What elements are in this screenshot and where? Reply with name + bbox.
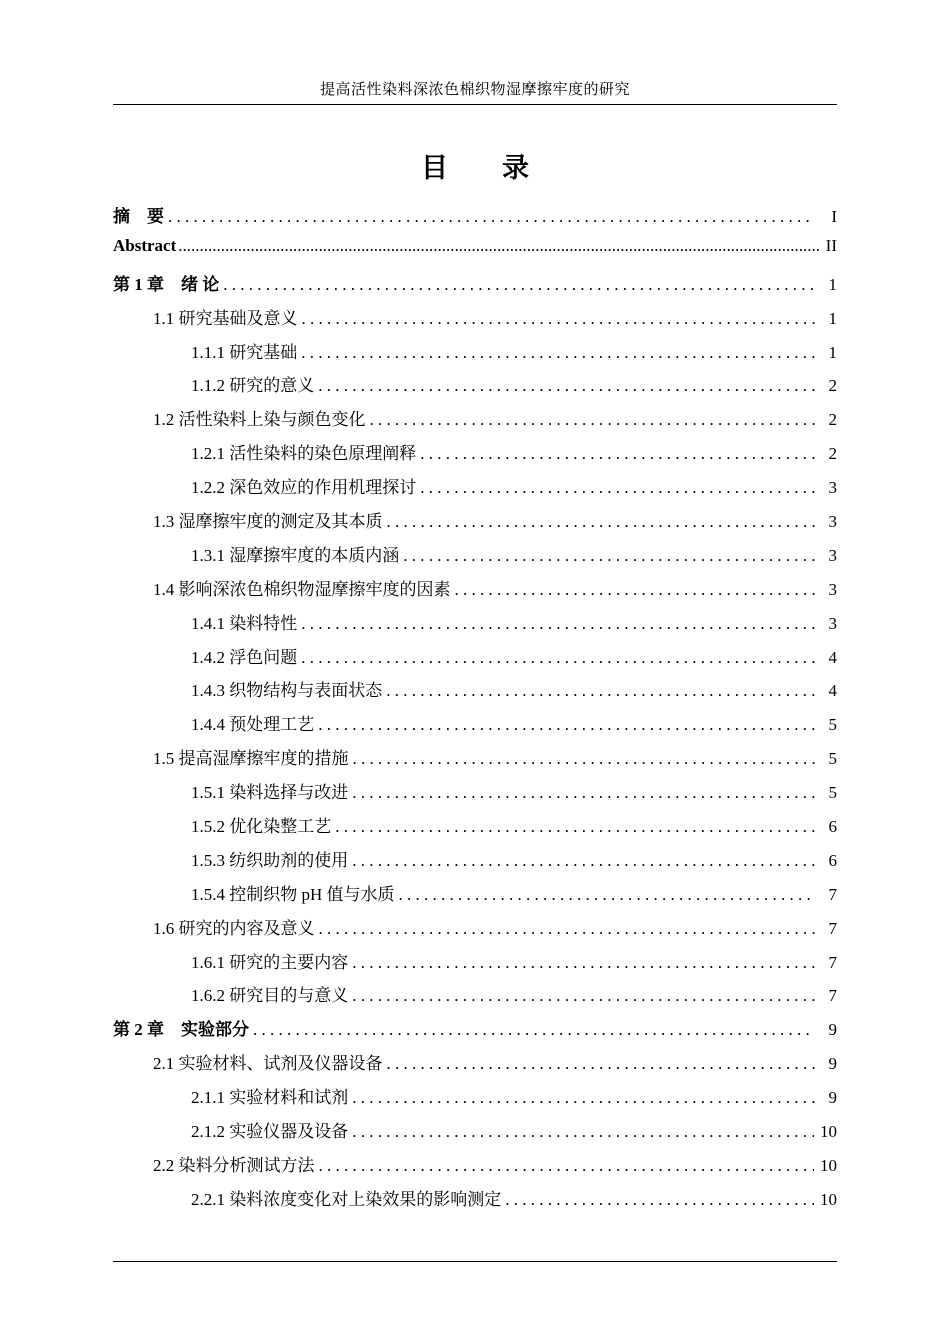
toc-entry[interactable] xyxy=(113,1015,837,1049)
toc-entry-page: 1 xyxy=(828,342,837,362)
toc-leader-dots xyxy=(420,444,815,464)
toc-leader-dots xyxy=(253,1020,815,1040)
toc-leader-dots xyxy=(178,236,821,256)
toc-entry[interactable] xyxy=(113,1151,837,1185)
toc-leader-dots xyxy=(352,953,815,973)
toc-entry-label: 2.2 染料分析测试方法 xyxy=(153,1155,315,1175)
toc-entry-page: 5 xyxy=(828,749,837,769)
toc-leader-dots xyxy=(353,749,816,769)
toc-entry[interactable] xyxy=(113,981,837,1015)
toc-entry-label: 1.4.4 预处理工艺 xyxy=(191,715,315,735)
toc-entry-page: 10 xyxy=(820,1189,837,1209)
toc-entry-label: 1.4 影响深浓色棉织物湿摩擦牢度的因素 xyxy=(153,579,451,599)
toc-entry-page: 2 xyxy=(828,444,837,464)
toc-leader-dots xyxy=(319,1156,815,1176)
toc-entry[interactable] xyxy=(113,676,837,710)
toc-entry-label: 1.5.1 染料选择与改进 xyxy=(191,783,349,803)
toc-entry-page: I xyxy=(831,207,837,226)
toc-entry-page: 7 xyxy=(828,986,837,1006)
toc-entry-label: 2.1.1 实验材料和试剂 xyxy=(191,1088,349,1108)
toc-leader-dots xyxy=(352,1122,814,1142)
header-rule xyxy=(113,104,837,105)
toc-entry[interactable] xyxy=(113,1185,837,1219)
toc-leader-dots xyxy=(387,1054,816,1074)
toc-entry[interactable] xyxy=(113,643,837,677)
toc-entry-page: 10 xyxy=(820,1122,837,1142)
toc-entry-page: 7 xyxy=(828,952,837,972)
toc-entry[interactable] xyxy=(113,778,837,812)
toc-leader-dots xyxy=(352,851,815,871)
toc-entry-page: 3 xyxy=(828,613,837,633)
toc-entry-label: 第 2 章 实验部分 xyxy=(113,1020,249,1040)
toc-entry-page: 3 xyxy=(828,545,837,565)
toc-leader-dots xyxy=(403,546,815,566)
toc-entry-label: 1.5.3 纺织助剂的使用 xyxy=(191,850,349,870)
toc-leader-dots xyxy=(301,343,815,363)
toc-leader-dots xyxy=(352,1088,815,1108)
toc-entry-page: II xyxy=(825,235,837,255)
toc-entry[interactable] xyxy=(113,575,837,609)
toc-entry[interactable] xyxy=(113,710,837,744)
toc-entry-label: 第 1 章 绪 论 xyxy=(113,274,220,294)
toc-entry[interactable] xyxy=(113,202,837,236)
toc-entry[interactable] xyxy=(113,541,837,575)
toc-entry-page: 9 xyxy=(828,1054,837,1074)
toc-leader-dots xyxy=(319,919,816,939)
toc-entry[interactable] xyxy=(113,405,837,439)
toc-entry-page: 2 xyxy=(828,376,837,396)
toc-leader-dots xyxy=(370,410,816,430)
toc-entry-label: 1.2.1 活性染料的染色原理阐释 xyxy=(191,444,417,464)
toc-entry[interactable] xyxy=(113,473,837,507)
running-header: 提高活性染料深浓色棉织物湿摩擦牢度的研究 xyxy=(319,82,630,98)
toc-entry-page: 7 xyxy=(828,884,837,904)
toc-entry-label: 1.3.1 湿摩擦牢度的本质内涵 xyxy=(191,545,400,565)
toc-entry-page: 3 xyxy=(828,512,837,532)
toc-entry[interactable] xyxy=(113,507,837,541)
table-of-contents xyxy=(113,202,837,1219)
toc-entry[interactable] xyxy=(113,609,837,643)
toc-entry-page: 1 xyxy=(828,308,837,328)
toc-entry[interactable] xyxy=(113,1117,837,1151)
toc-entry-label: 1.2.2 深色效应的作用机理探讨 xyxy=(191,478,417,498)
toc-entry-label: 1.6.1 研究的主要内容 xyxy=(191,952,349,972)
toc-entry-page: 3 xyxy=(828,478,837,498)
toc-entry-page: 9 xyxy=(828,1088,837,1108)
toc-leader-dots xyxy=(318,715,815,735)
toc-entry-label: 2.1 实验材料、试剂及仪器设备 xyxy=(153,1054,383,1074)
toc-entry-label: 1.1.1 研究基础 xyxy=(191,342,298,362)
toc-leader-dots xyxy=(168,207,815,227)
toc-entry-label: 1.4.3 织物结构与表面状态 xyxy=(191,681,383,701)
toc-entry[interactable] xyxy=(113,880,837,914)
toc-entry-label: 2.2.1 染料浓度变化对上染效果的影响测定 xyxy=(191,1189,502,1209)
toc-entry-label: Abstract xyxy=(113,235,177,255)
toc-entry-page: 7 xyxy=(828,918,837,938)
toc-entry-page: 9 xyxy=(828,1020,837,1040)
toc-entry-label: 摘 要 xyxy=(113,207,164,226)
toc-leader-dots xyxy=(505,1190,814,1210)
toc-entry-label: 1.1.2 研究的意义 xyxy=(191,376,315,396)
page-title: 目 录 xyxy=(421,153,529,184)
toc-entry[interactable] xyxy=(113,846,837,880)
toc-leader-dots xyxy=(301,648,815,668)
toc-entry-page: 3 xyxy=(828,579,837,599)
toc-entry-page: 4 xyxy=(828,647,837,667)
toc-entry-page: 5 xyxy=(828,783,837,803)
toc-leader-dots xyxy=(223,275,815,295)
toc-leader-dots xyxy=(352,783,815,803)
toc-entry[interactable] xyxy=(113,338,837,372)
toc-entry-label: 1.5.4 控制织物 pH 值与水质 xyxy=(191,884,395,904)
footer-rule xyxy=(113,1261,837,1262)
toc-entry-label: 1.4.1 染料特性 xyxy=(191,613,298,633)
toc-leader-dots xyxy=(301,614,815,634)
toc-entry[interactable] xyxy=(113,812,837,846)
toc-entry-label: 1.4.2 浮色问题 xyxy=(191,647,298,667)
toc-leader-dots xyxy=(387,512,816,532)
toc-leader-dots xyxy=(335,817,815,837)
toc-entry[interactable] xyxy=(113,1049,837,1083)
toc-entry-label: 1.6 研究的内容及意义 xyxy=(153,918,315,938)
toc-entry-label: 1.5.2 优化染整工艺 xyxy=(191,817,332,837)
toc-entry-label: 1.5 提高湿摩擦牢度的措施 xyxy=(153,749,349,769)
toc-entry-page: 10 xyxy=(820,1155,837,1175)
toc-leader-dots xyxy=(386,681,815,701)
toc-entry[interactable] xyxy=(113,236,837,270)
toc-entry-label: 1.1 研究基础及意义 xyxy=(153,308,298,328)
toc-entry-label: 2.1.2 实验仪器及设备 xyxy=(191,1122,349,1142)
toc-leader-dots xyxy=(399,885,815,905)
toc-entry[interactable] xyxy=(113,371,837,405)
toc-entry-page: 4 xyxy=(828,681,837,701)
toc-entry-label: 1.6.2 研究目的与意义 xyxy=(191,986,349,1006)
toc-entry[interactable] xyxy=(113,304,837,338)
toc-entry-page: 1 xyxy=(828,274,837,294)
toc-leader-dots xyxy=(420,478,815,498)
toc-entry-page: 6 xyxy=(828,850,837,870)
toc-entry[interactable] xyxy=(113,948,837,982)
toc-entry-page: 2 xyxy=(828,410,837,430)
toc-leader-dots xyxy=(302,309,816,329)
toc-leader-dots xyxy=(352,986,815,1006)
toc-entry[interactable] xyxy=(113,1083,837,1117)
toc-entry[interactable] xyxy=(113,439,837,473)
toc-entry-page: 5 xyxy=(828,715,837,735)
toc-entry[interactable] xyxy=(113,914,837,948)
toc-entry-label: 1.3 湿摩擦牢度的测定及其本质 xyxy=(153,512,383,532)
toc-leader-dots xyxy=(318,376,815,396)
toc-entry-page: 6 xyxy=(828,817,837,837)
toc-entry[interactable] xyxy=(113,744,837,778)
toc-entry-label: 1.2 活性染料上染与颜色变化 xyxy=(153,410,366,430)
toc-entry[interactable] xyxy=(113,270,837,304)
toc-leader-dots xyxy=(455,580,816,600)
